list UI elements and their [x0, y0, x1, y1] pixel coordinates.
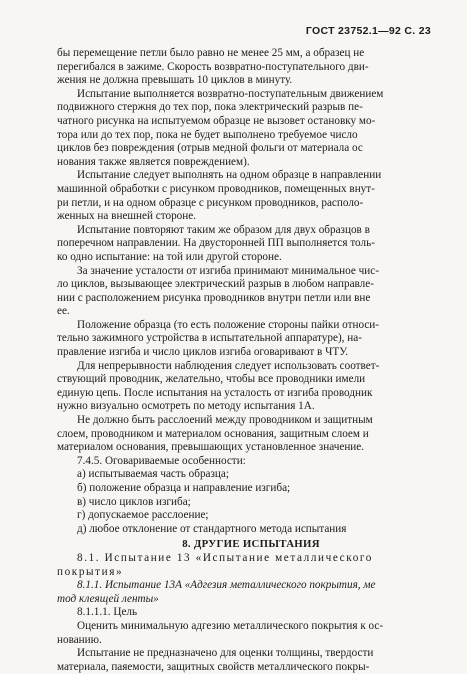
text-line: Испытание выполняется возвратно-поступательным движением [77, 87, 384, 100]
text-line: Испытание следует выполнять на одном образце в направлении [77, 169, 382, 182]
text-line: Испытание не предназначено для оценки толщины, твердости [77, 647, 374, 660]
text-line: ко одно испытание: на той или другой стороне. [57, 250, 282, 263]
text-line: нованию. [57, 633, 102, 646]
text-line: машинной обработки с рисунком проводников, помещенных внут- [57, 182, 375, 195]
text-line: 7.4.5. Оговариваемые особенности: [77, 454, 246, 467]
text-line: перегибался в зажиме. Скорость возвратно-поступательного дви- [57, 60, 369, 73]
text-line: подвижного стержня до тех пор, пока электрический разрыв пе- [57, 101, 363, 114]
text-line: жения не должна превышать 10 циклов в минуту. [57, 74, 293, 87]
text-line: За значение усталости от изгиба принимают минимальное чис- [77, 264, 379, 277]
text-line: 8.1. Испытание 13 «Испытание металлического [77, 551, 373, 564]
text-line: ствующий проводник, желательно, чтобы все проводники имели [57, 373, 366, 386]
document-body [57, 47, 445, 674]
text-line: б) положение образца и направление изгиба; [77, 482, 291, 494]
text-line: Не должно быть расслоений между проводником и защитным [77, 414, 373, 427]
text-line: поперечном направлении. На двусторонней ПП выполняется толь- [57, 237, 375, 250]
page-header: ГОСТ 23752.1—92 С. 23 [305, 25, 431, 37]
text-line: покрытия» [57, 565, 124, 578]
text-line: в) число циклов изгиба; [77, 495, 191, 508]
text-line: 8. ДРУГИЕ ИСПЫТАНИЯ [182, 538, 320, 551]
text-line: женных на внешней стороне. [57, 210, 197, 223]
text-line: нии с расположением рисунка проводников внутри петли или вне [57, 291, 371, 304]
text-line: материала, паяемости, защитных свойств металлического покры- [57, 660, 370, 673]
text-line: Для непрерывности наблюдения следует использовать соответ- [77, 359, 380, 372]
text-line: единую цепь. После испытания на усталость от изгиба проводник [57, 386, 373, 399]
text-line: нужно визуально осмотреть по методу испытания 1А. [57, 400, 315, 413]
text-line: ло циклов, вызывающее электрический разрыв в любом направле- [57, 278, 374, 291]
text-line: тод клеящей ленты» [57, 592, 159, 605]
text-line: Оценить минимальную адгезию металлического покрытия к ос- [77, 619, 384, 632]
text-line: материалом основания, превышающих установленное значение. [57, 441, 365, 454]
text-line: правление изгиба и число циклов изгиба оговаривают в ЧТУ. [57, 346, 349, 359]
text-line: ее. [57, 305, 70, 318]
text-line: д) любое отклонение от стандартного метода испытания [77, 522, 347, 535]
text-line: Испытание повторяют таким же образом для двух образцов в [77, 223, 370, 236]
text-line: циклов без повреждения (отрыв медной фольги от материала ос [57, 142, 363, 155]
text-line: нования также является повреждением). [57, 155, 250, 168]
text-line: слоем, проводником и материалом основания, защитным слоем и [57, 427, 369, 440]
text-line: г) допускаемое расслоение; [77, 509, 209, 522]
text-line: чатного рисунка на испытуемом образце не вызовет остановку мо- [57, 114, 376, 127]
text-line: ри петли, и на одном образце с рисунком проводников, располо- [57, 196, 364, 209]
text-line: тора или до тех пор, пока не будет выполнено требуемое число [57, 128, 358, 141]
text-line: бы перемещение петли было равно не менее 25 мм, а образец не [57, 47, 365, 59]
text-line: 8.1.1.1. Цель [77, 606, 138, 619]
text-line: 8.1.1. Испытание 13А «Адгезия металлического покрытия, ме [77, 579, 376, 592]
text-line: тельно зажимного устройства в испытательной аппаратуре), на- [57, 332, 362, 345]
text-line: Положение образца (то есть положение стороны пайки относи- [77, 318, 380, 331]
text-line: а) испытываемая часть образца; [77, 468, 229, 481]
